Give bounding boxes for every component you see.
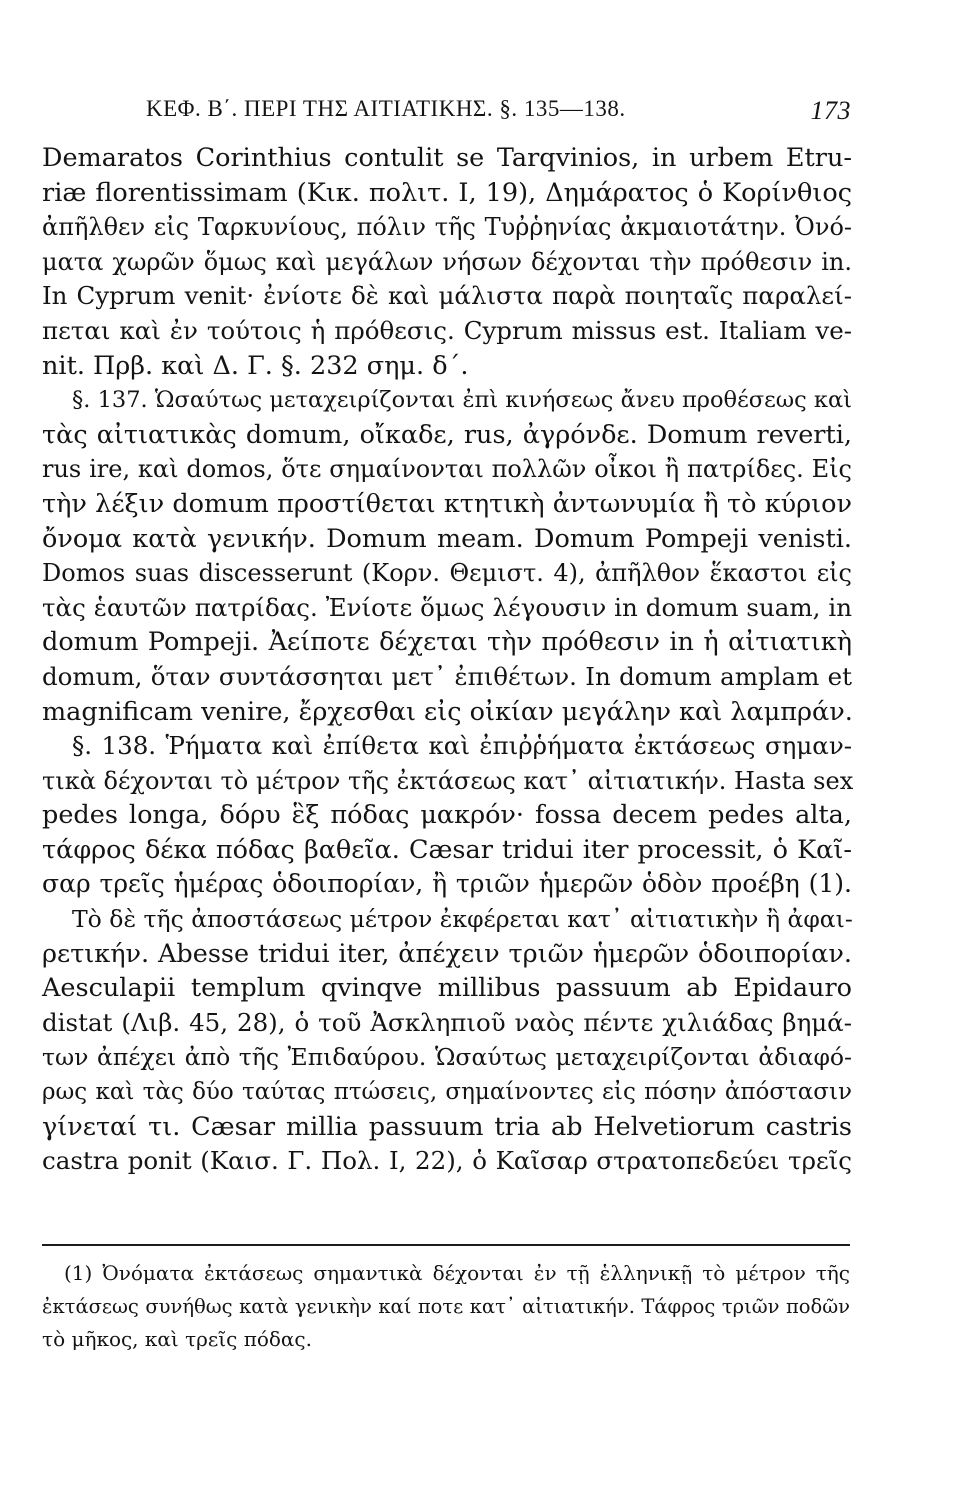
paragraph-137-start: §. 137. Ὡσαύτως μεταχειρίζονται ἐπὶ κινήσεως ἄνευ προθέσεως καὶ <box>72 387 852 414</box>
footnote-line: τὸ μῆκος, καὶ τρεῖς πόδας. <box>42 1327 312 1351</box>
text-line: πεται καὶ ἐν τούτοις ἡ πρόθεσις. Cyprum missus est. Italiam ve- <box>42 315 852 345</box>
text-line: ἀπῆλθεν εἰς Ταρκυνίους, πόλιν τῆς Τυῤῥηνίας ἀκμαιοτάτην. Ὀνό- <box>42 213 852 242</box>
page-number: 173 <box>810 96 851 125</box>
text-line: Demaratos Corinthius contulit se Tarqvinios, in urbem Etru- <box>42 143 852 173</box>
text-line: In Cyprum venit· ἐνίοτε δὲ καὶ μάλιστα παρὰ ποιηταῖς παραλεί- <box>42 281 852 311</box>
running-head-title: ΚΕΦ. Β΄. ΠΕΡΙ ΤΗΣ ΑΙΤΙΑΤΙΚΗΣ. §. 135—138. <box>146 96 626 121</box>
text-line: γίνεταί τι. Cæsar millia passuum tria ab Helvetiorum castris <box>42 1111 852 1142</box>
footnotes <box>42 1257 850 1356</box>
text-line: domum, ὅταν συντάσσηται μετ᾽ ἐπιθέτων. In domum amplam et <box>42 661 852 691</box>
paragraph-distance-start: Τὸ δὲ τῆς ἀποστάσεως μέτρον ἐκφέρεται κατ᾽ αἰτιατικὴν ἢ ἀφαι- <box>72 905 853 934</box>
text-line: Aesculapii templum qvinqve millibus passuum ab Epidauro <box>42 973 852 1004</box>
text-line: τὰς αἰτιατικὰς domum, οἴκαδε, rus, ἀγρόνδε. Domum reverti, <box>42 419 852 450</box>
text-line: τὰς ἑαυτῶν πατρίδας. Ἐνίοτε ὅμως λέγουσιν in domum suam, in <box>42 592 852 622</box>
text-line: ρετικήν. Abesse tridui iter, ἀπέχειν τριῶν ἡμερῶν ὁδοιπορίαν. <box>42 938 852 969</box>
text-line: magnificam venire, ἔρχεσθαι εἰς οἰκίαν μεγάλην καὶ λαμπράν. <box>42 696 853 727</box>
text-line: domum Pompeji. Ἀείποτε δέχεται τὴν πρόθεσιν in ἡ αἰτιατικὴ <box>42 627 852 658</box>
main-text <box>42 141 852 1179</box>
footnote-line: (1) Ὀνόματα ἐκτάσεως σημαντικὰ δέχονται ἐν τῇ ἑλληνικῇ τὸ μέτρον τῆς <box>64 1261 850 1285</box>
text-line: τικὰ δέχονται τὸ μέτρον τῆς ἐκτάσεως κατ᾽ αἰτιατικήν. Hasta sex <box>42 766 854 795</box>
text-line: τάφρος δέκα πόδας βαθεῖα. Cæsar tridui iter processit, ὁ Καῖ- <box>42 834 852 865</box>
text-line: nit. Πρβ. καὶ Δ. Γ. §. 232 σημ. δ΄. <box>42 350 469 381</box>
text-line: ματα χωρῶν ὅμως καὶ μεγάλων νήσων δέχονται τὴν πρόθεσιν in. <box>42 247 852 276</box>
running-head <box>146 96 851 130</box>
text-line: σαρ τρεῖς ἡμέρας ὁδοιπορίαν, ἢ τριῶν ἡμερῶν ὁδὸν προέβη (1). <box>42 869 852 899</box>
text-line: riæ florentissimam (Κικ. πολιτ. I, 19), Δημάρατος ὁ Κορίνθιος <box>42 177 852 208</box>
text-line: των ἀπέχει ἀπὸ τῆς Ἐπιδαύρου. Ὡσαύτως μεταχειρίζονται ἀδιαφό- <box>42 1043 852 1072</box>
text-line: pedes longa, δόρυ ἓξ πόδας μακρόν· fossa decem pedes alta, <box>42 800 852 831</box>
footnote-line: ἐκτάσεως συνήθως κατὰ γενικὴν καί ποτε κατ᾽ αἰτιατικήν. Τάφρος τριῶν ποδῶν <box>42 1295 850 1318</box>
text-line: ὄνομα κατὰ γενικήν. Domum meam. Domum Pompeji venisti. <box>42 523 852 554</box>
text-line: distat (Λιβ. 45, 28), ὁ τοῦ Ἀσκληπιοῦ ναὸς πέντε χιλιάδας βημά- <box>42 1007 852 1037</box>
text-line: ρως καὶ τὰς δύο ταύτας πτώσεις, σημαίνοντες εἰς πόσην ἀπόστασιν <box>42 1079 852 1106</box>
text-line: rus ire, καὶ domos, ὅτε σημαίνονται πολλῶν οἶκοι ἢ πατρίδες. Εἰς <box>42 455 852 484</box>
footnote-divider <box>42 1244 850 1246</box>
text-line: Domos suas discesserunt (Κορν. Θεμιστ. 4), ἀπῆλθον ἕκαστοι εἰς <box>42 559 852 588</box>
text-line: τὴν λέξιν domum προστίθεται κτητικὴ ἀντωνυμία ἢ τὸ κύριον <box>42 488 852 519</box>
text-line: castra ponit (Καισ. Γ. Πολ. I, 22), ὁ Καῖσαρ στρατοπεδεύει τρεῖς <box>42 1146 852 1176</box>
paragraph-138-start: §. 138. Ῥήματα καὶ ἐπίθετα καὶ ἐπιῤῥήματα ἐκτάσεως σημαν- <box>72 731 852 761</box>
